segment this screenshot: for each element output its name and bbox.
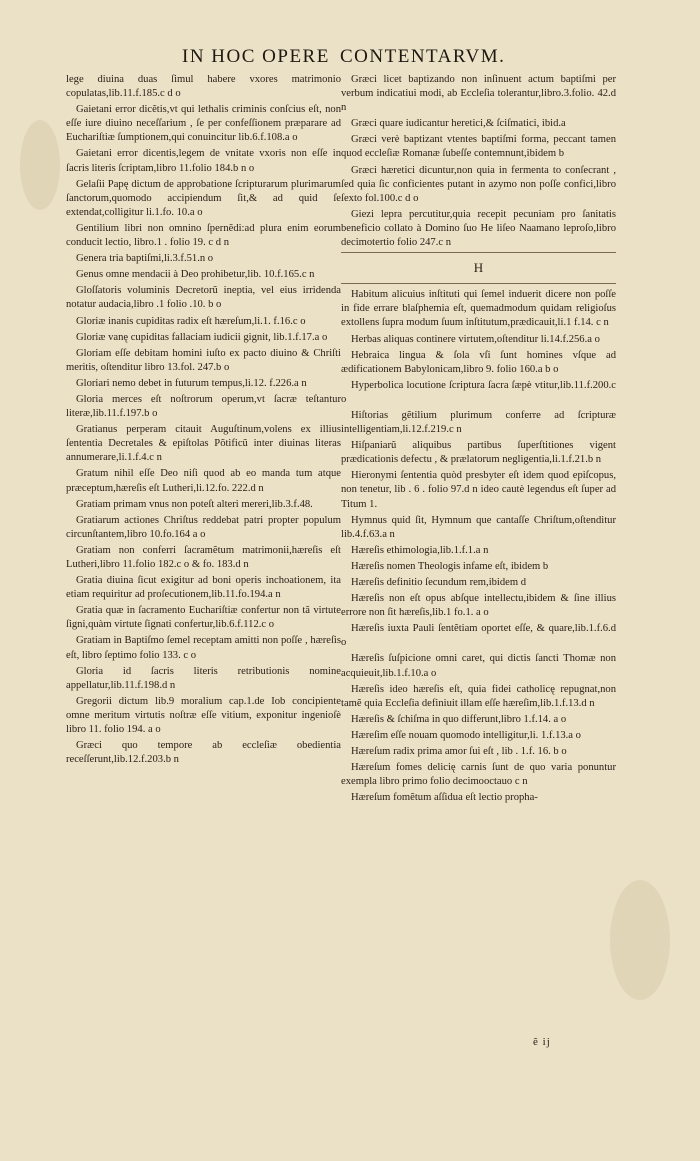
running-header [0, 46, 700, 72]
index-entry: Genera tria baptiſmi,li.3.f.51.n o [76, 253, 214, 265]
index-entry: Hæreſum radix prima amor ſui eſt , lib . 1.f. 16. b o [351, 746, 567, 758]
index-entry: Genus omne mendacii à Deo prohibetur,lib. 10.f.165.c n [76, 269, 315, 281]
index-entry: Gentilium libri non omnino ſpernẽdi:ad plura enim eorum conducit lectio, libro.1 . folio 19. c d n [66, 222, 341, 249]
index-entry: Gratum nihil eſſe Deo niſi quod ab eo manda tum atque præceptum,hæreſis eſt Lutheri,li.12.fo. 222.d n [66, 468, 341, 494]
index-entry: lege diuina duas ſimul habere vxores matrimonio copulatas,lib.11.f.185.c d o [66, 74, 341, 100]
index-entry: Gratiam primam vnus non poteſt alteri mereri,lib.3.f.48. [76, 498, 313, 510]
left-column [66, 73, 341, 769]
index-entry: Habitum alicuius inſtituti qui ſemel induerit dicere non poſſe in fide errare blaſphemia eſt, quemadmodum quidam religioſus extollens ſupra modum ſuum inſtitutum,prædicauit,li.1 f.14. c n [341, 289, 616, 329]
index-entry: Gratiarum actiones Chriſtus reddebat patri propter populum circunſtantem,libro 10.fo.164 a o [66, 514, 341, 540]
index-entry: Gloria merces eſt noſtrorum operum,vt ſacræ teſtantur literæ,lib.11.f.197.b o [66, 393, 341, 420]
index-entry: Græci verè baptizant vtentes baptiſmi forma, peccant tamen quod eccleſiæ Romanæ ſubeſſe contemnunt,ibidem b [341, 134, 616, 160]
index-entry: Hæreſim eſſe nouam quomodo intelligitur,li. 1.f.13.a o [351, 729, 581, 741]
index-entry: Hymnus quid ſit, Hymnum que cantaſſe Chriſtum,oſtenditur lib.4.f.63.a n [341, 514, 616, 540]
index-entry: Hyperbolica locutione ſcriptura ſacra ſæpè vtitur,lib.11.f.200.c o [341, 379, 616, 405]
section-rule [341, 252, 616, 253]
index-entry: Græci licet baptizando non inſinuent actum baptiſmi per verbum indicatiui modi, ab Eccleſia tolerantur,libro.3.folio. 42.d n [341, 74, 616, 114]
index-entry: Hæreſis definitio ſecundum rem,ibidem d [351, 577, 527, 588]
index-entry: Herbas aliquas continere virtutem,oſtenditur li.14.f.256.a o [351, 333, 600, 345]
index-entry: Gaietani error dicẽtis,vt qui lethalis criminis conſcius eſt, non eſſe iure diuino neceſſarium , ſe per confeſſionem præparare ad Euchariſtiæ ſumptionem,qui conuincitur lib.6.f.108.a o [66, 104, 341, 144]
index-entry: Gratia quæ in ſacramento Euchariſtiæ confertur non tã virtute ſigni,quàm virtute ſignati confertur,lib.6.f.112.c o [66, 605, 341, 631]
index-entry: Gloria id ſacris literis retributionis nomine appellatur,lib.11.f.198.d n [66, 665, 341, 691]
index-entry: Hæreſis non eſt opus abſque intellectu,ibidem & ſine illius errore non ſit hæreſis,lib.1 fo.1. a o [341, 593, 616, 619]
index-entry: Græci quare iudicantur heretici,& ſciſmatici, ibid.a [351, 118, 566, 130]
index-entry: Gratia diuina ſicut exigitur ad boni operis inchoationem, ita etiam requiritur ad proſecutionem,lib.11.fo.194.a n [66, 575, 341, 601]
right-column-g-entries [341, 73, 616, 250]
index-entry: Gaietani error dicentis,legem de vnitate vxoris non eſſe in ſacris literis ſcriptam,libro 11.folio 184.b n o [66, 148, 341, 174]
running-header-right: CONTENTARVM. [340, 46, 506, 67]
index-entry: Gloriari nemo debet in futurum tempus,li.12. f.226.a n [76, 377, 307, 389]
index-entry: Hæreſis & ſchiſma in quo differunt,libro 1.f.14. a o [351, 713, 567, 725]
running-header-left: IN HOC OPERE [182, 46, 330, 67]
index-entry: Gratianus perperam citauit Auguſtinum,volens ex illius ſententia Decretales & epiſtolas Põtificũ inter diuinas literas annumerare,li.1.f.4.c n [66, 424, 341, 464]
index-entry: Hæreſis ethimologia,lib.1.f.1.a n [351, 544, 489, 556]
index-entry: Hæreſis iuxta Pauli ſentẽtiam oportet eſſe, & quare,lib.1.f.6.d o [341, 623, 616, 649]
index-entry: Græci hæretici dicuntur,non quia in fermenta to conſecrant , ſed quia ſic conficientes putant in azymo non poſſe confici,libro ſexto fol.100.c d o [341, 164, 616, 204]
index-entry: Gratiam non conferri ſacramẽtum matrimonii,hæreſis eſt Lutheri,libro 11.folio 182.c o & fo. 183.d n [66, 544, 341, 570]
index-entry: Hiſtorias gẽtilium plurimum conferre ad ſcripturæ intelligentiam,li.12.f.219.c n [341, 409, 616, 436]
index-entry: Hæreſum fomes delicię carnis ſunt de quo varia ponuntur exempla libro primo folio decimooctauo c n [341, 762, 616, 788]
index-entry: Gloriæ vanę cupiditas fallaciam iudicii gignit, lib.1.f.17.a o [76, 331, 328, 343]
index-entry: Gloriæ inanis cupiditas radix eſt hæreſum,li.1. f.16.c o [76, 315, 306, 327]
section-rule [341, 283, 616, 284]
index-entry: Hebraica lingua & ſola vſi ſunt homines vſque ad ædificationem Babylonicam,libro 9. folio 160.a b o [341, 349, 616, 375]
index-entry: Hæreſis nomen Theologis infame eſt, ibidem b [351, 560, 549, 572]
index-entry: Gratiam in Baptiſmo ſemel receptam amitti non poſſe , hæreſis eſt, libro ſeptimo folio 133. c o [66, 635, 341, 661]
section-letter: H [473, 260, 484, 276]
index-entry: Hæreſis ideo hæreſis eſt, quia fidei catholicę repugnat,non tamẽ quia Eccleſia definiuit illam eſſe hæreſim,lib.1.f.13.d n [341, 683, 616, 709]
index-entry: Hæreſum fomẽtum aſſidua eſt lectio propha- [351, 792, 538, 804]
signature-mark: ẽ ij [533, 1036, 551, 1048]
index-entry: Gloſſatoris voluminis Decretorũ ineptia, vel eius irridenda notatur audacia,libro .1 folio .10. b o [66, 285, 341, 311]
index-entry: Gelaſii Papę dictum de approbatione ſcripturarum plurimarum ſanctorum,quomodo accipiendum ſit,& ad quid ſe extendat,colligitur li.1.fo. 10.a o [66, 178, 341, 218]
paper-stain [20, 120, 60, 210]
index-entry: Græci quo tempore ab eccleſiæ obedientia receſſerunt,lib.12.f.203.b n [66, 740, 341, 766]
right-column-h-entries [341, 288, 616, 805]
index-entry: Hæreſis ſuſpicione omni caret, qui dictis ſancti Thomæ non acquieuit,lib.1.f.10.a o [341, 653, 616, 679]
paper-stain [610, 880, 670, 1000]
index-entry: Giezi lepra percutitur,quia recepit pecuniam pro ſanitatis beneficio collato à Domino ſuo He liſeo Naamano leproſo,libro decimotertio folio 247.c n [341, 208, 616, 249]
index-entry: Gregorii dictum lib.9 moralium cap.1.de Iob concipiente omne meritum virtutis noſtræ eſſe vitium, exponitur ingenioſè libro 11. folio 194. a o [66, 695, 341, 736]
index-entry: Hiſpaniarũ aliquibus partibus ſuperſtitiones vigent prædicationis defectu , & prælatorum negligentia,li.1.f.21.b n [341, 440, 616, 466]
index-entry: Gloriam eſſe debitam homini iuſto ex pacto diuino & Chriſti meritis, oſtenditur libro 13.fol. 247.b o [66, 347, 341, 373]
index-entry: Hieronymi ſententia quòd presbyter eſt idem quod epiſcopus, non tenetur, lib . 6 . folio 97.d n ideo cautè legendus eſt ſuper ad Titum 1. [341, 470, 616, 510]
right-column [341, 73, 616, 807]
